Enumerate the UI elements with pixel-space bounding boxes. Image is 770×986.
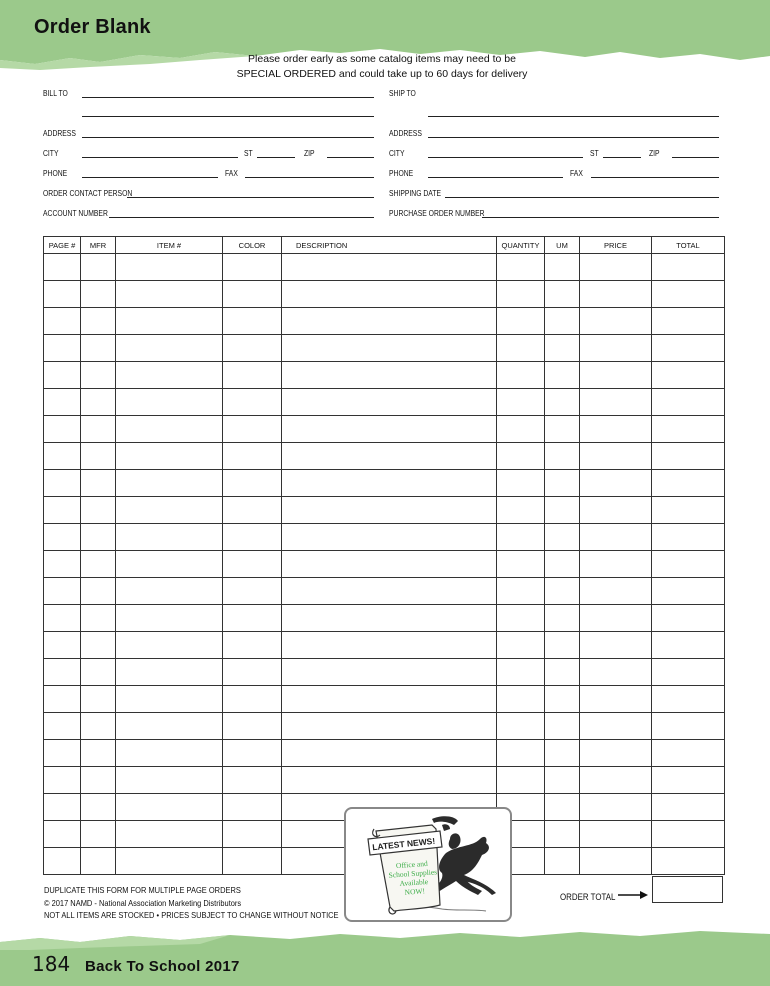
table-cell[interactable] <box>116 605 223 632</box>
bill-zip-line[interactable] <box>327 157 374 158</box>
col-item-header: ITEM # <box>116 237 223 254</box>
table-cell[interactable] <box>44 335 81 362</box>
table-cell[interactable] <box>44 821 81 848</box>
bill-address-line[interactable] <box>82 137 374 138</box>
table-row <box>44 389 725 416</box>
table-cell[interactable] <box>81 767 116 794</box>
col-mfr-header: MFR <box>81 237 116 254</box>
table-cell[interactable] <box>580 686 652 713</box>
table-cell[interactable] <box>652 740 725 767</box>
scroll-line-1: Office and <box>395 858 428 871</box>
table-cell[interactable] <box>652 416 725 443</box>
table-cell[interactable] <box>545 848 580 875</box>
table-cell[interactable] <box>497 605 545 632</box>
table-cell[interactable] <box>580 713 652 740</box>
table-cell[interactable] <box>223 740 282 767</box>
col-um-header: UM <box>545 237 580 254</box>
table-cell[interactable] <box>116 740 223 767</box>
table-cell[interactable] <box>116 443 223 470</box>
table-cell[interactable] <box>652 713 725 740</box>
table-cell[interactable] <box>580 389 652 416</box>
table-cell[interactable] <box>282 659 497 686</box>
col-description-header: DESCRIPTION <box>282 237 497 254</box>
account-number-label: ACCOUNT NUMBER <box>43 209 108 218</box>
table-cell[interactable] <box>497 416 545 443</box>
ship-st-label: ST <box>590 149 599 158</box>
table-cell[interactable] <box>580 416 652 443</box>
col-page-header: PAGE # <box>44 237 81 254</box>
table-row <box>44 632 725 659</box>
table-cell[interactable] <box>81 713 116 740</box>
table-cell[interactable] <box>282 389 497 416</box>
ship-address-label: ADDRESS <box>389 129 422 138</box>
table-cell[interactable] <box>580 308 652 335</box>
order-contact-line[interactable] <box>127 197 374 198</box>
ship-fax-line[interactable] <box>591 177 719 178</box>
table-cell[interactable] <box>652 308 725 335</box>
table-cell[interactable] <box>223 362 282 389</box>
table-cell[interactable] <box>81 497 116 524</box>
table-cell[interactable] <box>223 389 282 416</box>
table-cell[interactable] <box>545 497 580 524</box>
table-cell[interactable] <box>545 605 580 632</box>
table-cell[interactable] <box>116 686 223 713</box>
table-cell[interactable] <box>282 281 497 308</box>
table-row <box>44 470 725 497</box>
table-cell[interactable] <box>580 578 652 605</box>
bill-city-label: CITY <box>43 149 59 158</box>
ship-city-line[interactable] <box>428 157 583 158</box>
table-cell[interactable] <box>81 740 116 767</box>
table-cell[interactable] <box>652 848 725 875</box>
ship-city-label: CITY <box>389 149 405 158</box>
table-cell[interactable] <box>580 470 652 497</box>
table-row <box>44 281 725 308</box>
table-cell[interactable] <box>81 686 116 713</box>
table-cell[interactable] <box>580 767 652 794</box>
table-cell[interactable] <box>81 335 116 362</box>
table-cell[interactable] <box>44 578 81 605</box>
bill-fax-line[interactable] <box>245 177 374 178</box>
ship-phone-label: PHONE <box>389 169 414 178</box>
table-cell[interactable] <box>81 362 116 389</box>
banner-text: LATEST NEWS! <box>371 835 436 853</box>
table-cell[interactable] <box>116 254 223 281</box>
table-cell[interactable] <box>44 740 81 767</box>
table-cell[interactable] <box>44 848 81 875</box>
table-cell[interactable] <box>44 524 81 551</box>
order-total-field[interactable] <box>652 876 723 903</box>
table-cell[interactable] <box>545 740 580 767</box>
table-cell[interactable] <box>44 605 81 632</box>
table-cell[interactable] <box>223 659 282 686</box>
col-quantity-header: QUANTITY <box>497 237 545 254</box>
table-cell[interactable] <box>652 551 725 578</box>
ship-fax-label: FAX <box>570 169 583 178</box>
table-cell[interactable] <box>81 470 116 497</box>
table-cell[interactable] <box>81 308 116 335</box>
table-cell[interactable] <box>580 551 652 578</box>
table-cell[interactable] <box>652 686 725 713</box>
table-cell[interactable] <box>580 335 652 362</box>
table-cell[interactable] <box>652 578 725 605</box>
table-cell[interactable] <box>282 551 497 578</box>
table-cell[interactable] <box>652 335 725 362</box>
table-cell[interactable] <box>116 794 223 821</box>
table-cell[interactable] <box>580 659 652 686</box>
table-cell[interactable] <box>580 362 652 389</box>
table-cell[interactable] <box>223 470 282 497</box>
table-cell[interactable] <box>116 767 223 794</box>
table-row <box>44 551 725 578</box>
table-cell[interactable] <box>545 416 580 443</box>
col-price-header: PRICE <box>580 237 652 254</box>
table-cell[interactable] <box>545 578 580 605</box>
bill-phone-line[interactable] <box>82 177 218 178</box>
table-cell[interactable] <box>497 659 545 686</box>
bill-address-label: ADDRESS <box>43 129 76 138</box>
table-cell[interactable] <box>545 308 580 335</box>
table-cell[interactable] <box>44 308 81 335</box>
bill-to-line-1[interactable] <box>82 97 374 98</box>
ship-zip-line[interactable] <box>672 157 719 158</box>
page-number: 184 <box>32 952 71 976</box>
table-cell[interactable] <box>580 443 652 470</box>
table-cell[interactable] <box>497 389 545 416</box>
table-cell[interactable] <box>282 767 497 794</box>
table-row <box>44 335 725 362</box>
table-cell[interactable] <box>497 335 545 362</box>
table-cell[interactable] <box>81 281 116 308</box>
table-cell[interactable] <box>116 551 223 578</box>
arrow-right-icon <box>618 890 648 900</box>
scroll-line-2: School Supplies <box>388 867 438 880</box>
table-row <box>44 605 725 632</box>
table-cell[interactable] <box>223 335 282 362</box>
table-cell[interactable] <box>497 632 545 659</box>
table-cell[interactable] <box>652 497 725 524</box>
shipping-date-line[interactable] <box>445 197 719 198</box>
ship-zip-label: ZIP <box>649 149 660 158</box>
table-cell[interactable] <box>223 281 282 308</box>
table-cell[interactable] <box>545 794 580 821</box>
ship-st-line[interactable] <box>603 157 641 158</box>
table-cell[interactable] <box>497 497 545 524</box>
table-cell[interactable] <box>81 578 116 605</box>
order-items-body <box>44 254 725 875</box>
table-cell[interactable] <box>282 443 497 470</box>
table-cell[interactable] <box>44 686 81 713</box>
table-cell[interactable] <box>44 470 81 497</box>
shipping-date-label: SHIPPING DATE <box>389 189 442 198</box>
footer-notes <box>44 884 379 922</box>
table-cell[interactable] <box>44 281 81 308</box>
table-row <box>44 362 725 389</box>
table-cell[interactable] <box>580 632 652 659</box>
footer-note-copyright: © 2017 NAMD - National Association Marketing Distributors <box>44 897 242 908</box>
table-cell[interactable] <box>282 497 497 524</box>
table-cell[interactable] <box>497 524 545 551</box>
table-cell[interactable] <box>652 389 725 416</box>
table-cell[interactable] <box>81 443 116 470</box>
table-cell[interactable] <box>497 254 545 281</box>
table-row <box>44 308 725 335</box>
table-cell[interactable] <box>580 254 652 281</box>
table-cell[interactable] <box>44 551 81 578</box>
table-cell[interactable] <box>580 605 652 632</box>
table-cell[interactable] <box>497 578 545 605</box>
table-cell[interactable] <box>116 632 223 659</box>
table-cell[interactable] <box>116 362 223 389</box>
table-row <box>44 659 725 686</box>
table-cell[interactable] <box>545 632 580 659</box>
footer-note-stock: NOT ALL ITEMS ARE STOCKED • PRICES SUBJECT TO CHANGE WITHOUT NOTICE <box>44 910 339 920</box>
col-color-header: COLOR <box>223 237 282 254</box>
purchase-order-label: PURCHASE ORDER NUMBER <box>389 209 485 218</box>
table-cell[interactable] <box>223 605 282 632</box>
table-cell[interactable] <box>223 794 282 821</box>
table-cell[interactable] <box>116 848 223 875</box>
order-contact-label: ORDER CONTACT PERSON <box>43 189 133 198</box>
footer-note-duplicate: DUPLICATE THIS FORM FOR MULTIPLE PAGE ORDERS <box>44 885 241 895</box>
bill-st-label: ST <box>244 149 253 158</box>
table-cell[interactable] <box>223 767 282 794</box>
table-cell[interactable] <box>282 605 497 632</box>
table-cell[interactable] <box>282 362 497 389</box>
table-cell[interactable] <box>652 362 725 389</box>
table-cell[interactable] <box>116 524 223 551</box>
table-cell[interactable] <box>282 470 497 497</box>
scroll-line-4: NOW! <box>404 886 426 897</box>
table-cell[interactable] <box>223 686 282 713</box>
table-cell[interactable] <box>497 443 545 470</box>
table-cell[interactable] <box>282 335 497 362</box>
table-cell[interactable] <box>223 821 282 848</box>
table-cell[interactable] <box>282 308 497 335</box>
table-cell[interactable] <box>545 362 580 389</box>
table-cell[interactable] <box>44 416 81 443</box>
table-cell[interactable] <box>116 470 223 497</box>
table-cell[interactable] <box>81 632 116 659</box>
table-cell[interactable] <box>545 821 580 848</box>
table-cell[interactable] <box>44 254 81 281</box>
table-cell[interactable] <box>652 659 725 686</box>
table-cell[interactable] <box>580 740 652 767</box>
table-cell[interactable] <box>545 659 580 686</box>
table-cell[interactable] <box>223 443 282 470</box>
table-cell[interactable] <box>545 551 580 578</box>
table-cell[interactable] <box>223 713 282 740</box>
table-cell[interactable] <box>545 524 580 551</box>
table-cell[interactable] <box>545 767 580 794</box>
table-cell[interactable] <box>116 389 223 416</box>
table-row <box>44 254 725 281</box>
table-cell[interactable] <box>545 281 580 308</box>
ship-to-label: SHIP TO <box>389 89 416 98</box>
table-row <box>44 416 725 443</box>
account-number-line[interactable] <box>109 217 374 218</box>
table-cell[interactable] <box>223 524 282 551</box>
bill-city-line[interactable] <box>82 157 238 158</box>
table-cell[interactable] <box>497 362 545 389</box>
table-cell[interactable] <box>116 308 223 335</box>
table-cell[interactable] <box>580 848 652 875</box>
table-cell[interactable] <box>116 578 223 605</box>
table-cell[interactable] <box>81 551 116 578</box>
table-cell[interactable] <box>580 821 652 848</box>
table-row <box>44 443 725 470</box>
table-cell[interactable] <box>545 686 580 713</box>
table-cell[interactable] <box>44 389 81 416</box>
scroll-line-3: Available <box>399 877 429 888</box>
table-cell[interactable] <box>282 416 497 443</box>
col-total-header: TOTAL <box>652 237 725 254</box>
table-cell[interactable] <box>282 524 497 551</box>
table-cell[interactable] <box>652 470 725 497</box>
notice-line-1: Please order early as some catalog items may need to be <box>248 53 516 65</box>
table-cell[interactable] <box>580 497 652 524</box>
table-row <box>44 713 725 740</box>
table-cell[interactable] <box>44 443 81 470</box>
order-total-label: ORDER TOTAL <box>560 892 616 902</box>
table-cell[interactable] <box>580 281 652 308</box>
table-cell[interactable] <box>652 767 725 794</box>
table-cell[interactable] <box>545 443 580 470</box>
table-cell[interactable] <box>44 362 81 389</box>
table-cell[interactable] <box>116 335 223 362</box>
table-cell[interactable] <box>580 794 652 821</box>
table-cell[interactable] <box>652 605 725 632</box>
notice-line-2: SPECIAL ORDERED and could take up to 60 days for delivery <box>236 68 528 80</box>
table-cell[interactable] <box>652 821 725 848</box>
table-row <box>44 767 725 794</box>
bill-fax-label: FAX <box>225 169 238 178</box>
table-row <box>44 740 725 767</box>
ship-to-line[interactable] <box>428 116 719 117</box>
table-row <box>44 578 725 605</box>
table-cell[interactable] <box>652 254 725 281</box>
table-cell[interactable] <box>545 335 580 362</box>
table-cell[interactable] <box>223 497 282 524</box>
table-cell[interactable] <box>545 389 580 416</box>
table-cell[interactable] <box>223 254 282 281</box>
table-cell[interactable] <box>282 713 497 740</box>
table-cell[interactable] <box>81 848 116 875</box>
table-cell[interactable] <box>545 254 580 281</box>
table-cell[interactable] <box>223 848 282 875</box>
table-cell[interactable] <box>81 794 116 821</box>
ship-phone-line[interactable] <box>428 177 563 178</box>
table-cell[interactable] <box>44 713 81 740</box>
table-cell[interactable] <box>497 713 545 740</box>
ship-address-line[interactable] <box>428 137 719 138</box>
table-cell[interactable] <box>652 524 725 551</box>
table-cell[interactable] <box>223 551 282 578</box>
table-cell[interactable] <box>116 497 223 524</box>
table-cell[interactable] <box>44 632 81 659</box>
table-cell[interactable] <box>81 254 116 281</box>
table-cell[interactable] <box>497 686 545 713</box>
table-cell[interactable] <box>282 686 497 713</box>
bill-st-line[interactable] <box>257 157 295 158</box>
table-cell[interactable] <box>44 659 81 686</box>
bill-to-line-2[interactable] <box>82 116 374 117</box>
table-cell[interactable] <box>545 470 580 497</box>
table-cell[interactable] <box>282 254 497 281</box>
order-items-table <box>43 236 725 875</box>
order-notice <box>200 52 564 82</box>
table-cell[interactable] <box>81 821 116 848</box>
table-cell[interactable] <box>81 605 116 632</box>
table-header-row <box>44 237 725 254</box>
table-row <box>44 497 725 524</box>
bill-zip-label: ZIP <box>304 149 315 158</box>
catalog-title: Back To School 2017 <box>85 958 240 975</box>
table-cell[interactable] <box>497 281 545 308</box>
bill-to-label: BILL TO <box>43 89 68 98</box>
table-cell[interactable] <box>652 794 725 821</box>
table-cell[interactable] <box>116 659 223 686</box>
table-cell[interactable] <box>497 308 545 335</box>
table-cell[interactable] <box>223 578 282 605</box>
table-cell[interactable] <box>497 740 545 767</box>
table-row <box>44 686 725 713</box>
table-cell[interactable] <box>497 470 545 497</box>
table-cell[interactable] <box>497 767 545 794</box>
table-row <box>44 524 725 551</box>
table-cell[interactable] <box>223 416 282 443</box>
table-cell[interactable] <box>223 632 282 659</box>
table-cell[interactable] <box>116 416 223 443</box>
table-cell[interactable] <box>81 416 116 443</box>
purchase-order-line[interactable] <box>482 217 719 218</box>
table-cell[interactable] <box>652 443 725 470</box>
table-cell[interactable] <box>116 821 223 848</box>
bill-phone-label: PHONE <box>43 169 68 178</box>
table-cell[interactable] <box>497 551 545 578</box>
table-cell[interactable] <box>282 740 497 767</box>
page-title: Order Blank <box>34 16 151 38</box>
table-cell[interactable] <box>282 578 497 605</box>
table-cell[interactable] <box>282 632 497 659</box>
table-cell[interactable] <box>580 524 652 551</box>
table-cell[interactable] <box>81 659 116 686</box>
table-cell[interactable] <box>116 713 223 740</box>
table-cell[interactable] <box>44 767 81 794</box>
table-cell[interactable] <box>652 632 725 659</box>
table-cell[interactable] <box>81 389 116 416</box>
table-cell[interactable] <box>81 524 116 551</box>
table-cell[interactable] <box>116 281 223 308</box>
table-cell[interactable] <box>652 281 725 308</box>
table-cell[interactable] <box>545 713 580 740</box>
table-cell[interactable] <box>44 794 81 821</box>
table-cell[interactable] <box>44 497 81 524</box>
table-cell[interactable] <box>223 308 282 335</box>
